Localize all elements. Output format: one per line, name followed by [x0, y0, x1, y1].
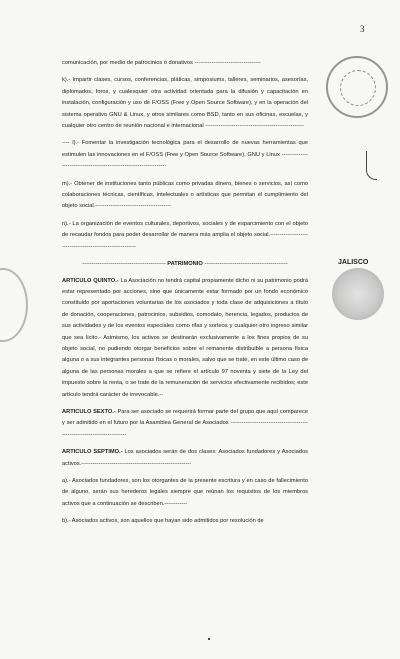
paragraph-m: m).- Obtener de instituciones tanto públicas como privadas dinero, bienes o servicios, así como colaboraciones técnicas, científicas, intelectuales o artísticas que permitan el cumplimiento del objeto social.---------------------------------------- — [62, 180, 308, 210]
article-septimo-title: ARTICULO SEPTIMO.- — [62, 449, 123, 456]
paragraph-a: a).- Asociados fundadores, son los otorgantes de la presente escritura y en caso de fallecimiento de alguno, serán sus herederos legales siempre que reúnan los requisitos de los miembros activos que a continuación se describen.------------ — [62, 478, 308, 507]
notary-seal-top-right — [326, 56, 388, 118]
paragraph-communication: comunicación, por medio de patrocinios o donativos ----------------------------------- — [62, 60, 261, 66]
paragraph-k: k).- Impartir clases, cursos, conferencias, pláticas, simposiums, talleres, seminarios, asesorías, diplomados, foros, y cualesquier otra actividad orientada para la difusión y capacitación en instalación, configuración y uso de F/OSS (Free y Open Source Software), y en la operación del sistema operativo GNU & Linux, y otros similares como BSD, tanto en sus oficinas, escuelas, y cualquier otro centro de reunión nacional e internacional ---------------------------------------------------- — [62, 77, 308, 130]
article-sexto — [62, 407, 308, 441]
notary-seal-left-edge — [0, 268, 28, 342]
article-quinto-title: ARTICULO QUINTO.- — [62, 277, 119, 284]
article-quinto — [62, 276, 308, 401]
document-body — [62, 58, 308, 534]
jalisco-stamp-label: JALISCO — [338, 259, 369, 266]
page-dot-mark — [208, 638, 210, 640]
article-sexto-title: ARTICULO SEXTO.- — [62, 408, 116, 415]
article-septimo — [62, 447, 308, 470]
jalisco-state-seal — [332, 268, 384, 320]
article-sexto-text: Para ser asociado se requerirá formar parte del grupo que aquí comparece y ser admitido en el futuro por la Asamblea General de Asociados --------------------------------------------------------------------------- — [62, 408, 308, 438]
page-number: 3 — [360, 24, 365, 34]
paragraph-l: ---- l).- Fomentar la investigación tecnológica para el desarrollo de nuevas herramientas que estimulen las innovaciones en el F/OSS (Free y Open Source Software), GNU y Linux --------------------------------------------------------------------- — [62, 140, 308, 170]
paragraph-b: b).- Asociados activos, son aquellos que hayan sido admitidos por resolución de — [62, 518, 264, 525]
signature-curve-mark — [366, 151, 377, 180]
heading-dashes-left: -------------------------------------------- — [82, 261, 166, 268]
article-septimo-text: Los asociados serán de dos clases: Asociados fundadores y Asociados activos.---------------------------------------------------------- — [62, 449, 308, 467]
heading-dashes-right: -------------------------------------------- — [204, 261, 288, 268]
paragraph-n: n).- La organización de eventos culturales, deportivos, sociales y de esparcimiento con el objeto de recaudar fondos para poder desarrollar de manera más amplia el objeto social.----------------------------------------------------------- — [62, 220, 308, 250]
patrimonio-heading: PATRIMONIO — [167, 261, 203, 268]
patrimonio-heading-row — [62, 259, 308, 270]
article-quinto-text: La Asociación no tendrá capital propiamente dicho ni su patrimonio podrá estar representado por acciones, sino que únicamente estar formado por un fondo económico constituido por aportaciones voluntarias de los asociados y toda clase de adquisiciones a título de donación, cooperaciones, patrocinios, subsidios, comodato, herencia, legados, productos de sus actividades y de los eventos especiales como rifas y sorteos y cualquier otro ingreso similar que sea lícito.- Asimismo, los activos se destinarán exclusivamente a los fines propios de su objeto social, no pudiendo otorgar beneficios sobre el remanente distribuible a persona física alguna o a sus integrantes personas físicas o morales, salvo que se trate, en este último caso de alguna de las personas morales a que se refiere el artículo 97 noventa y siete de la Ley del impuesto sobre la renta, o se trate de la remuneración de servicios efectivamente recibidos; este artículo tendrá carácter de irrevocable.-- — [62, 277, 308, 398]
